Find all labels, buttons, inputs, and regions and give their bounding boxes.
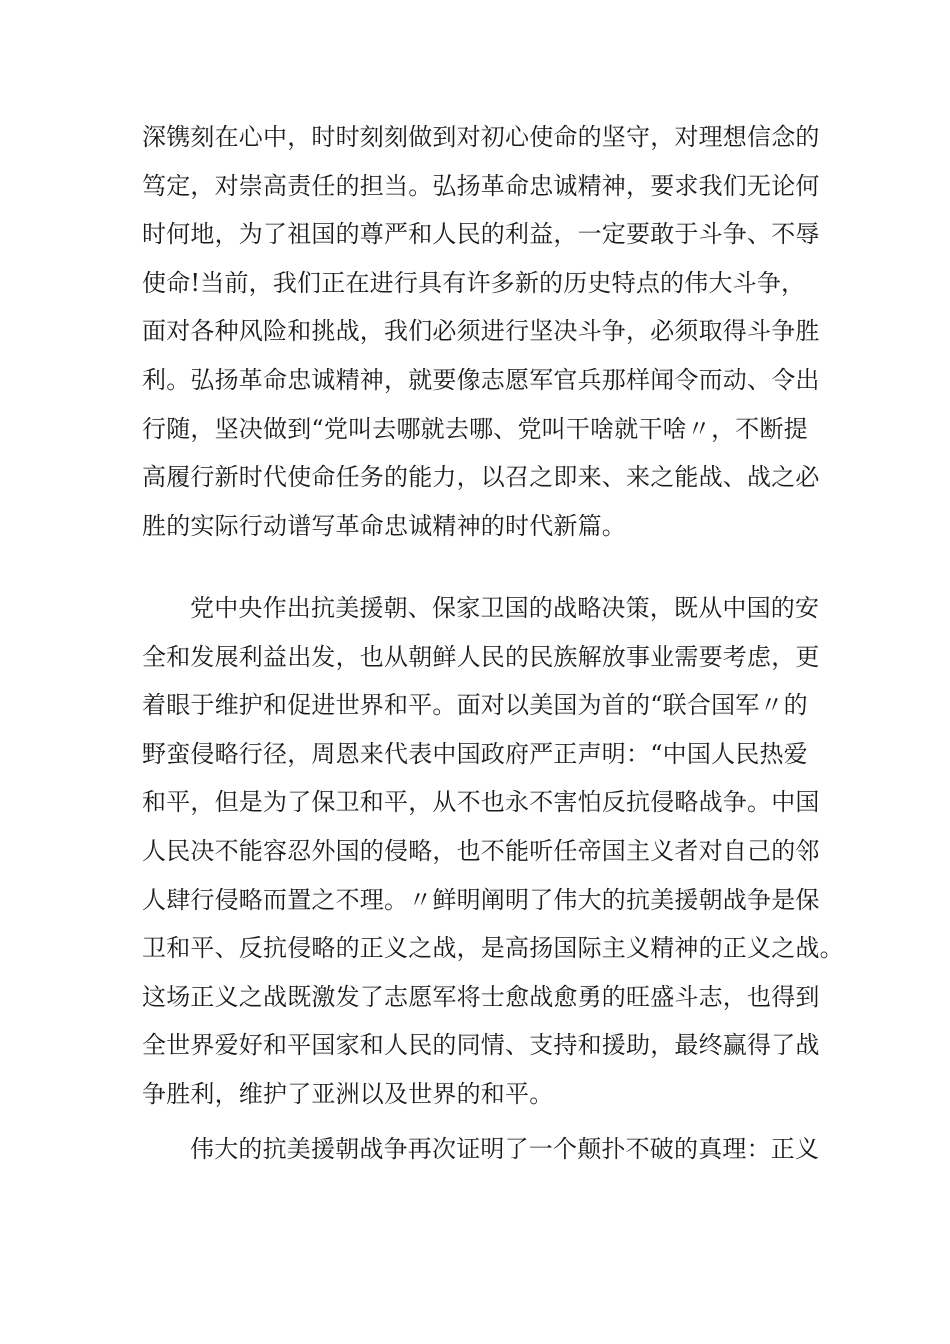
paragraph-1	[142, 113, 820, 550]
text-line: 这场正义之战既激发了志愿军将士愈战愈勇的旺盛斗志，也得到	[142, 982, 820, 1011]
text-line: 利。弘扬革命忠诚精神，就要像志愿军官兵那样闻令而动、令出	[142, 365, 820, 394]
text-line: 使命!当前，我们正在进行具有许多新的历史特点的伟大斗争，	[142, 268, 806, 297]
text-line: 争胜利，维护了亚洲以及世界的和平。	[142, 1079, 554, 1108]
text-line: 人肆行侵略而置之不理。〃鲜明阐明了伟大的抗美援朝战争是保	[142, 885, 820, 914]
text-line: 着眼于维护和促进世界和平。面对以美国为首的“联合国军〃的	[142, 691, 808, 720]
text-line: 胜的实际行动谱写革命忠诚精神的时代新篇。	[142, 511, 626, 540]
text-line: 和平，但是为了保卫和平，从不也永不害怕反抗侵略战争。中国	[142, 788, 820, 817]
text-line: 行随，坚决做到“党叫去哪就去哪、党叫干啥就干啥〃，不断提	[142, 414, 808, 443]
paragraph-2	[142, 584, 844, 1119]
text-line-first: 党中央作出抗美援朝、保家卫国的战略决策，既从中国的安	[190, 594, 820, 622]
text-line: 全和发展利益出发，也从朝鲜人民的民族解放事业需要考虑，更	[142, 642, 820, 671]
text-line-first: 伟大的抗美援朝战争再次证明了一个颠扑不破的真理：正义	[190, 1135, 820, 1163]
text-line: 全世界爱好和平国家和人民的同情、支持和援助，最终赢得了战	[142, 1031, 820, 1060]
text-line: 高履行新时代使命任务的能力，以召之即来、来之能战、战之必	[142, 463, 820, 492]
paragraph-3	[142, 1125, 819, 1174]
text-line: 笃定，对崇高责任的担当。弘扬革命忠诚精神，要求我们无论何	[142, 171, 820, 200]
text-line: 时何地，为了祖国的尊严和人民的利益，一定要敢于斗争、不辱	[142, 220, 820, 249]
text-line: 面对各种风险和挑战，我们必须进行坚决斗争，必须取得斗争胜	[142, 317, 820, 346]
text-line: 卫和平、反抗侵略的正义之战，是高扬国际主义精神的正义之战。	[142, 934, 844, 963]
text-line: 人民决不能容忍外国的侵略，也不能听任帝国主义者对自己的邻	[142, 836, 820, 865]
text-line: 深镌刻在心中，时时刻刻做到对初心使命的坚守，对理想信念的	[142, 123, 820, 151]
text-line: 野蛮侵略行径，周恩来代表中国政府严正声明：“中国人民热爱	[142, 739, 808, 768]
